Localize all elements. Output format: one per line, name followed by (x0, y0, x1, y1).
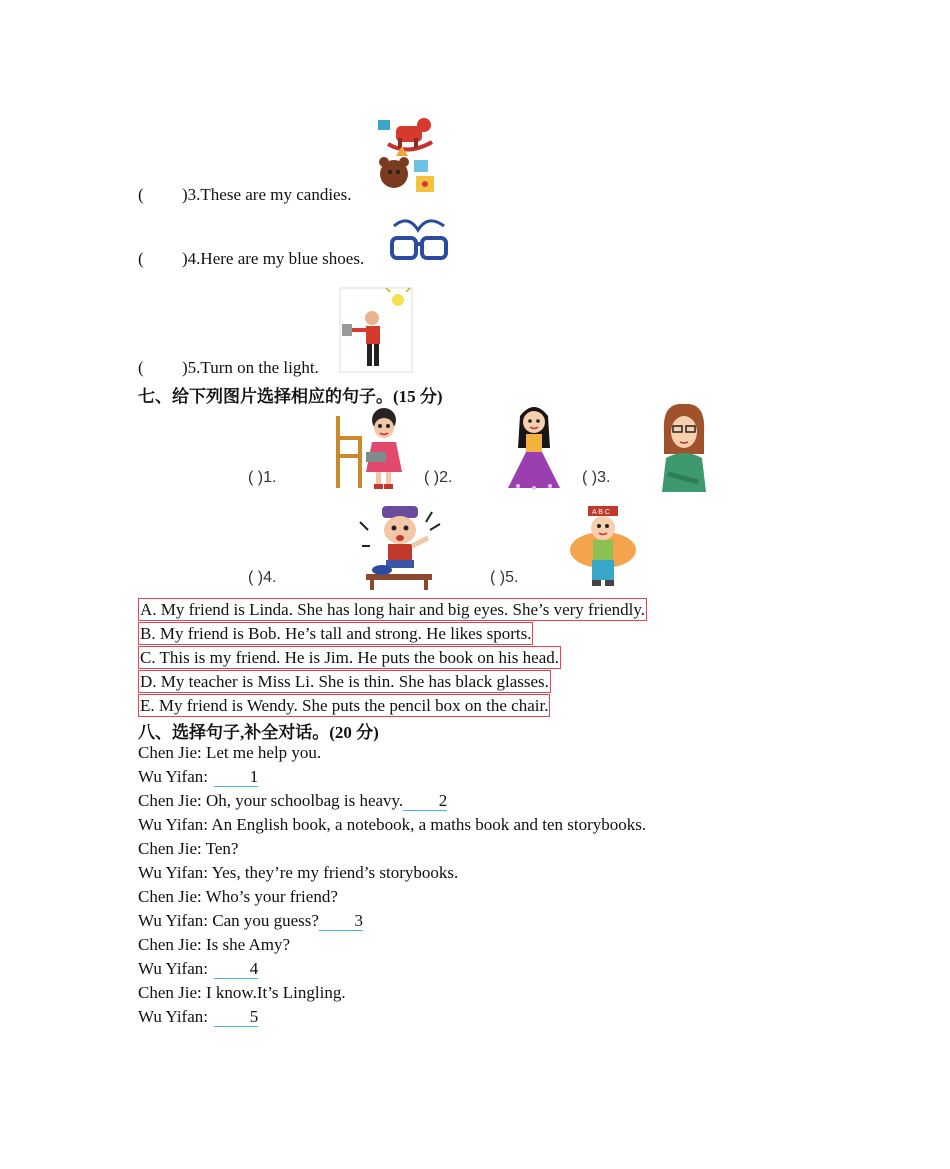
girl-with-chair-picture (332, 406, 408, 490)
dialog-line (138, 766, 258, 788)
answer-paren[interactable]: ( (138, 358, 144, 377)
dialog-line: Chen Jie: I know.It’s Lingling. (138, 983, 346, 1002)
dialog-line: Wu Yifan: An English book, a notebook, a maths book and ten storybooks. (138, 815, 647, 834)
dialog-text: Wu Yifan: (138, 767, 213, 786)
boy-book-on-head-picture (568, 502, 638, 592)
dialog-line: Wu Yifan: Yes, they’re my friend’s storybooks. (138, 863, 459, 882)
answer-paren[interactable]: ( (138, 249, 144, 268)
book-abc-text: A B C (592, 509, 610, 516)
item-text: )3.These are my candies. (182, 185, 352, 204)
item-6-3 (138, 184, 351, 206)
picture-label-2[interactable]: ( )2. (424, 469, 453, 486)
answer-blank-2[interactable]: 2 (403, 792, 447, 811)
item-text: )4.Here are my blue shoes. (182, 249, 365, 268)
answer-blank-5[interactable]: 5 (214, 1008, 258, 1027)
picture-label-3[interactable]: ( )3. (582, 469, 611, 486)
dialog-line: Chen Jie: Ten? (138, 839, 239, 858)
long-hair-girl-picture (504, 402, 564, 494)
dialog-text: Wu Yifan: Can you guess? (138, 911, 319, 930)
answer-blank-3[interactable]: 3 (319, 912, 363, 931)
section-7-heading: 七、给下列图片选择相应的句子。(15 分) (138, 387, 443, 406)
option-e: E. My friend is Wendy. She puts the pencil box on the chair. (140, 696, 549, 715)
answer-paren[interactable]: ( (138, 185, 144, 204)
section-8-heading: 八、选择句子,补全对话。(20 分) (138, 723, 379, 742)
picture-label-1[interactable]: ( )1. (248, 469, 277, 486)
glasses-picture (388, 214, 450, 264)
light-switch-picture (340, 288, 412, 372)
boy-jumping-hurdle-picture (356, 502, 446, 592)
picture-label-5[interactable]: ( )5. (490, 569, 519, 586)
item-text: )5.Turn on the light. (182, 358, 319, 377)
dialog-text: Chen Jie: Oh, your schoolbag is heavy. (138, 791, 404, 810)
option-c: C. This is my friend. He is Jim. He puts the book on his head. (140, 648, 559, 667)
option-a: A. My friend is Linda. She has long hair and big eyes. She’s very friendly. (140, 600, 646, 619)
option-d: D. My teacher is Miss Li. She is thin. She has black glasses. (140, 672, 549, 691)
dialog-text: Wu Yifan: (138, 1007, 213, 1026)
toys-picture (374, 116, 444, 196)
dialog-line: Chen Jie: Is she Amy? (138, 935, 291, 954)
dialog-line: Chen Jie: Who’s your friend? (138, 887, 338, 906)
answer-blank-4[interactable]: 4 (214, 960, 258, 979)
answer-blank-1[interactable]: 1 (214, 768, 258, 787)
dialog-line (138, 790, 447, 812)
dialog-line (138, 1006, 258, 1028)
item-6-4 (138, 248, 364, 270)
picture-label-4[interactable]: ( )4. (248, 569, 277, 586)
dialog-line (138, 958, 258, 980)
teacher-with-glasses-picture (658, 402, 710, 494)
dialog-line (138, 910, 363, 932)
dialog-line: Chen Jie: Let me help you. (138, 743, 322, 762)
option-b: B. My friend is Bob. He’s tall and strong. He likes sports. (140, 624, 532, 643)
item-6-5 (138, 357, 319, 379)
dialog-text: Wu Yifan: (138, 959, 213, 978)
